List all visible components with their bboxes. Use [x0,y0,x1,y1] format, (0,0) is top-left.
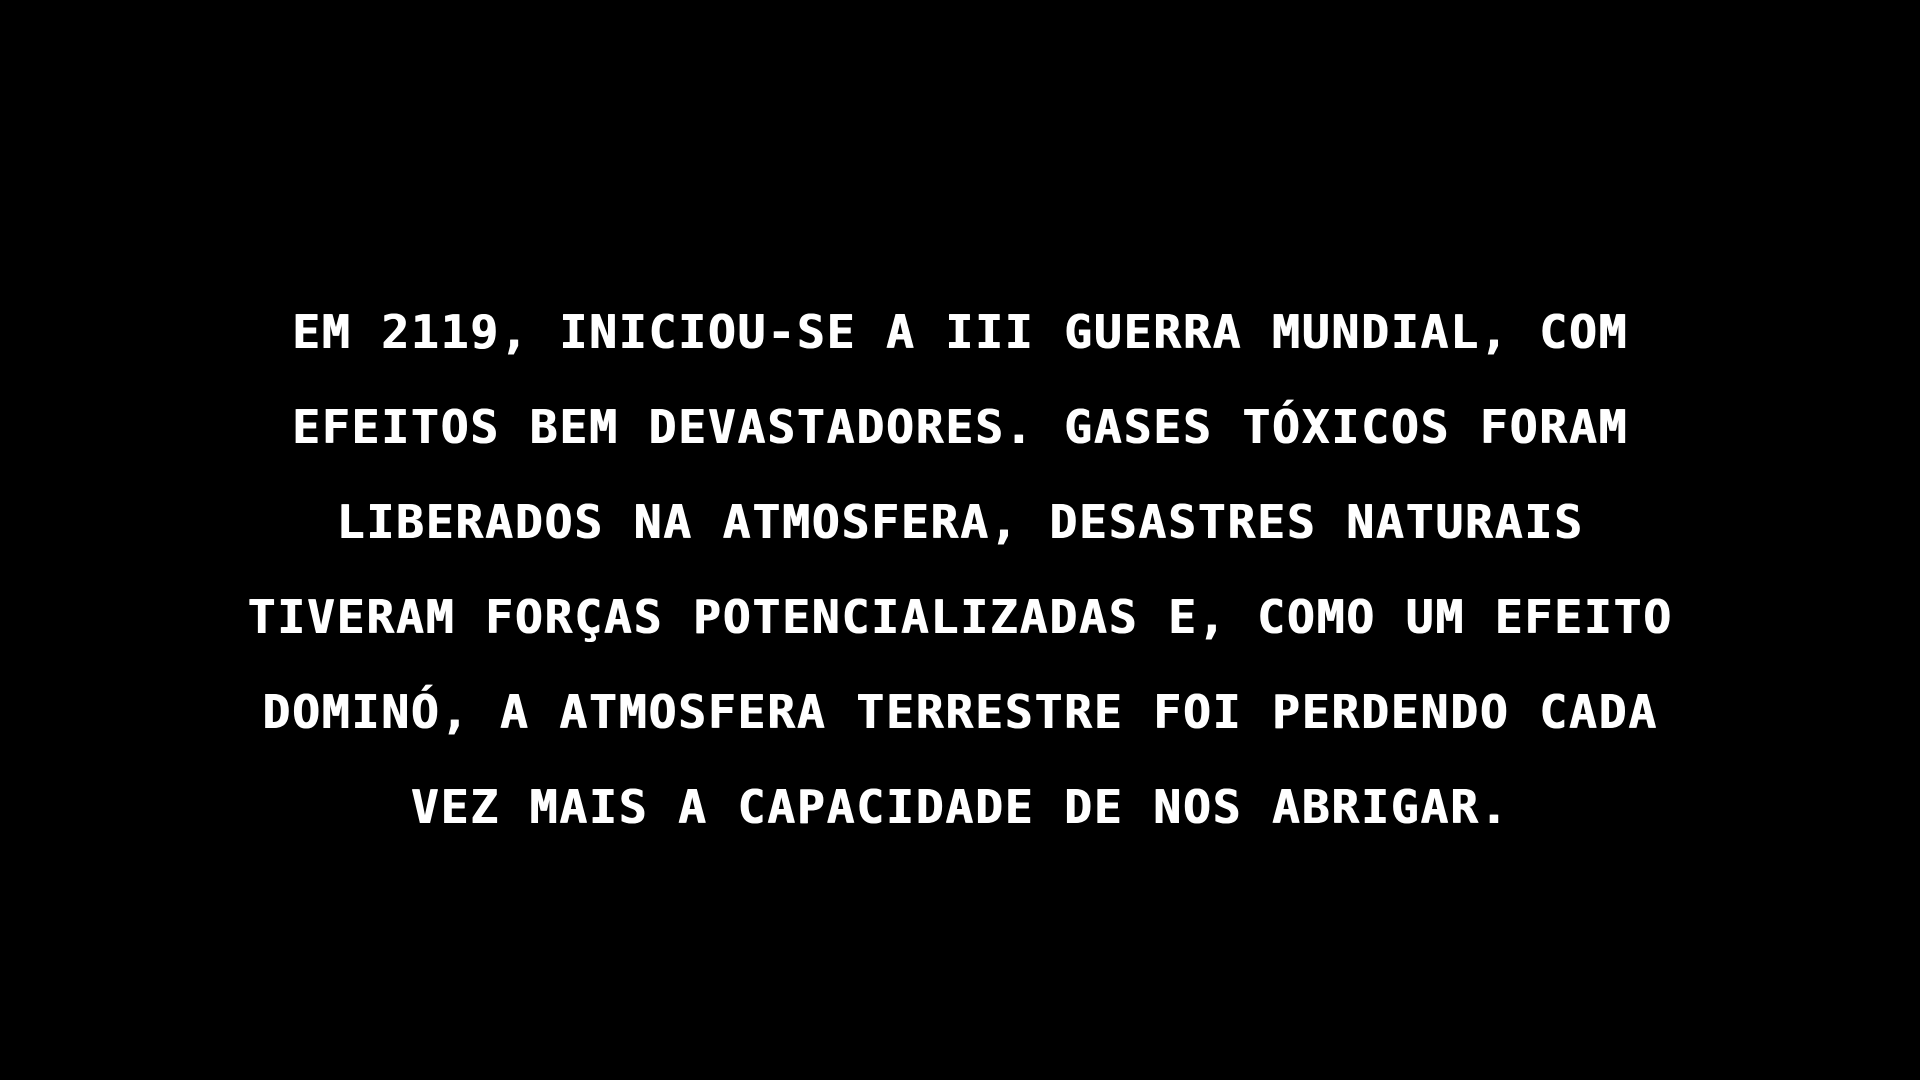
story-line-1: EM 2119, INICIOU-SE A III GUERRA MUNDIAL, COM [291,305,1629,359]
story-text-block [0,285,1920,855]
story-line-2: EFEITOS BEM DEVASTADORES. GASES TÓXICOS FORAM [291,400,1629,454]
story-line-4: TIVERAM FORÇAS POTENCIALIZADAS E, COMO UM EFEITO [247,590,1673,644]
story-line-5: DOMINÓ, A ATMOSFERA TERRESTRE FOI PERDENDO CADA [262,685,1658,739]
story-line-6: VEZ MAIS A CAPACIDADE DE NOS ABRIGAR. [410,780,1510,834]
story-line-3: LIBERADOS NA ATMOSFERA, DESASTRES NATURAIS [336,495,1584,549]
